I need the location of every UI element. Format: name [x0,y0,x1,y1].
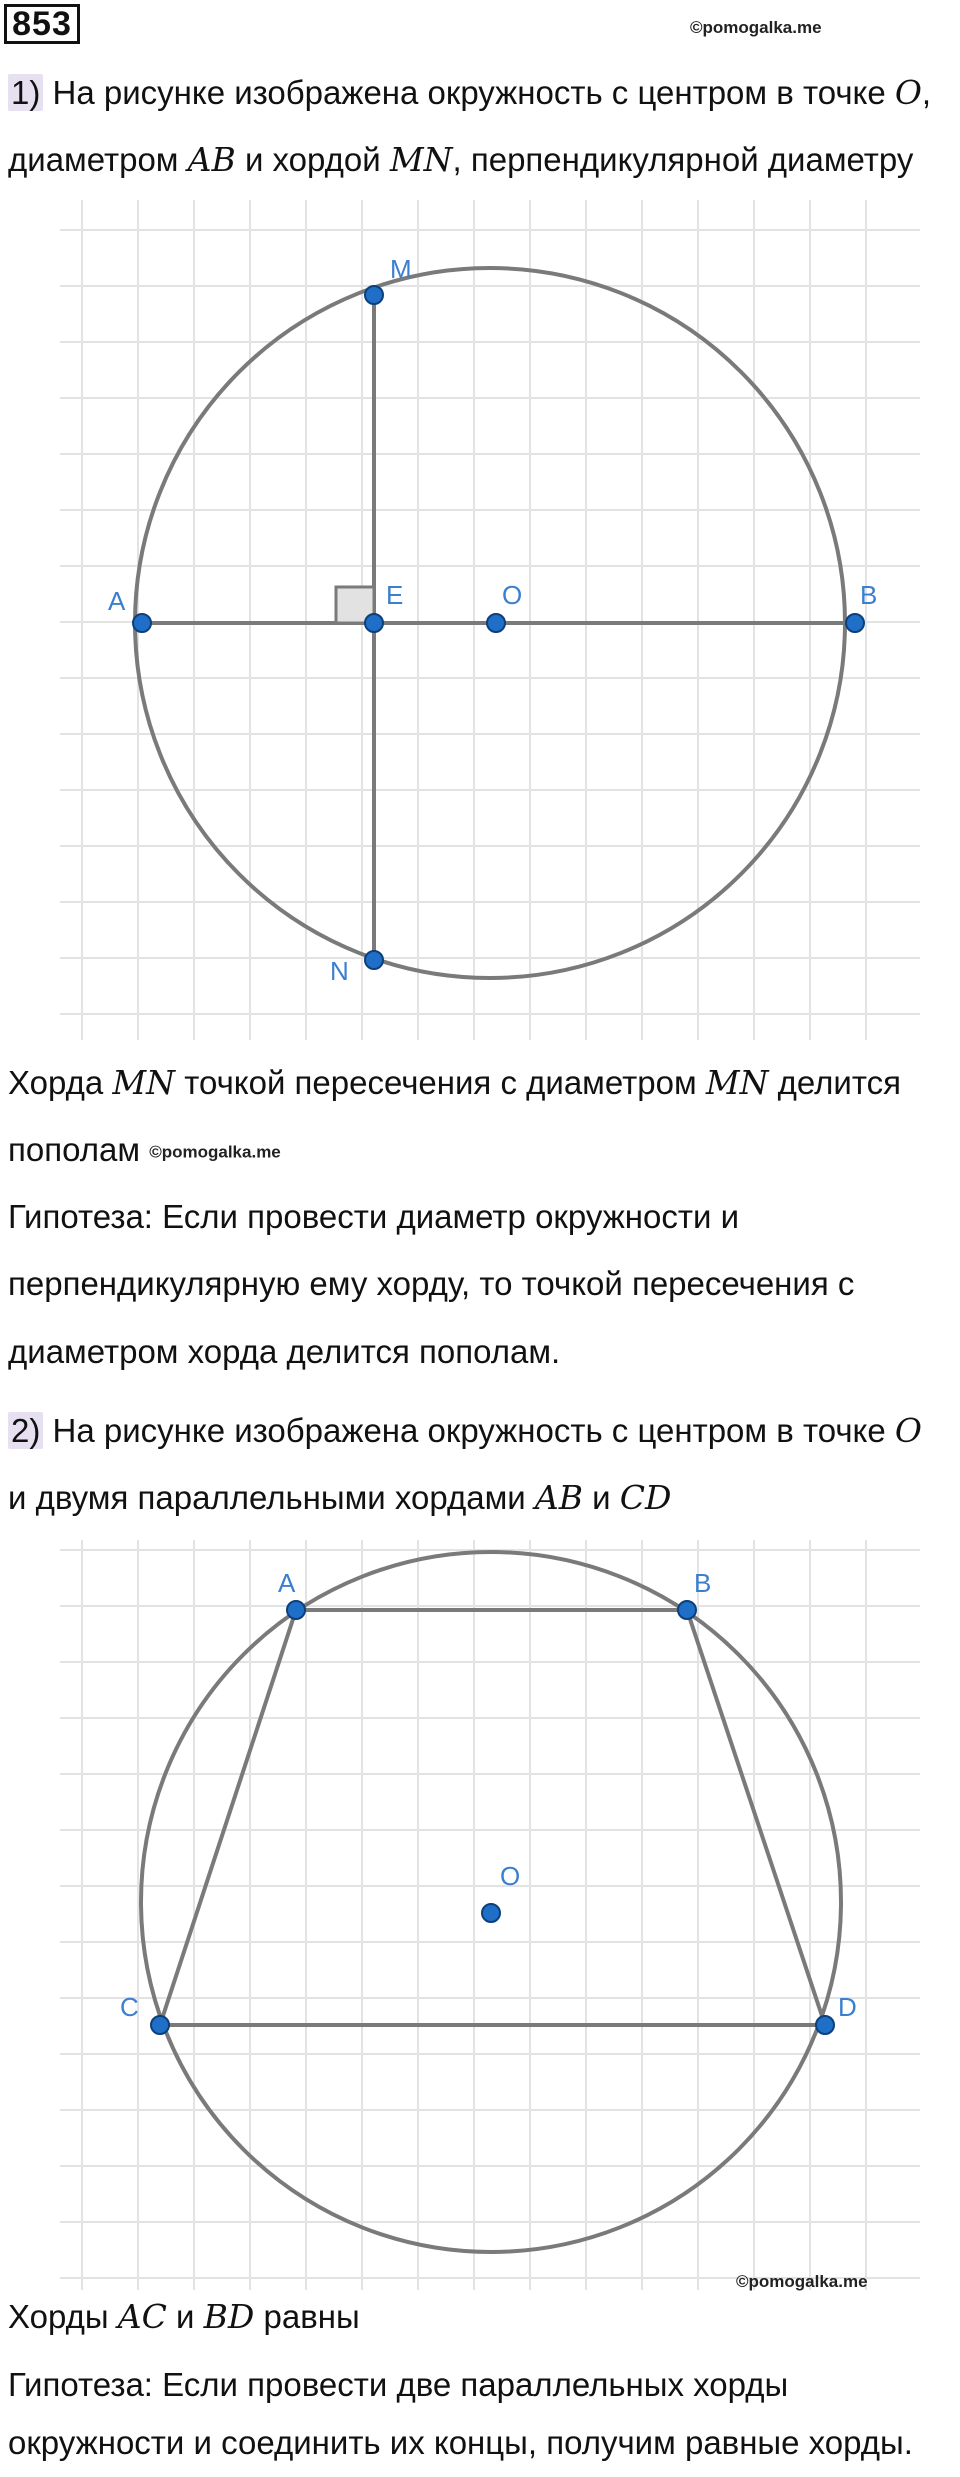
point-n [365,951,383,969]
part2-statement-line1: 2) На рисунке изображена окружность с центром в точке O [8,1411,922,1451]
circle [141,1552,841,2252]
point-o [487,614,505,632]
label-e: E [386,580,404,610]
part2-statement-line2: и двумя параллельными хордами AB и CD [8,1478,672,1517]
label-m: M [390,254,412,284]
part1-hypothesis-line3: диаметром хорда делится пополам. [8,1333,561,1370]
label-o: O [502,580,523,610]
figure-circle-diameter-chord [60,200,920,1040]
point-o [482,1904,500,1922]
point-m [365,286,383,304]
part1-hypothesis-line2: перпендикулярную ему хорду, то точкой пересечения с [8,1265,855,1302]
label-d: D [838,1992,857,2022]
part1-statement-line1: 1) На рисунке изображена окружность с центром в точке O, [8,73,931,113]
problem-number: 853 [4,4,80,44]
point-e [365,614,383,632]
point-a [133,614,151,632]
label-n: N [330,956,349,986]
part2-index: 2) [8,1412,43,1449]
label-b: B [860,580,878,610]
point-d [816,2016,834,2034]
label-c: C [120,1992,139,2022]
part2-hypothesis-line1: Гипотеза: Если провести две параллельных хорды [8,2366,789,2403]
watermark: ©pomogalka.me [736,2272,868,2291]
part1-conclusion-line1: Хорда MN точкой пересечения с диаметром MN делится [8,1063,901,1102]
point-a [287,1601,305,1619]
part2-hypothesis-line2: окружности и соединить их концы, получим равные хорды. [8,2424,913,2461]
part1-statement-line2: диаметром AB и хордой MN, перпендикулярной диаметру [8,140,914,179]
point-b [678,1601,696,1619]
part1-hypothesis-line1: Гипотеза: Если провести диаметр окружности и [8,1198,740,1235]
point-b [846,614,864,632]
label-b: B [694,1568,712,1598]
part1-conclusion-line2: пополам ©pomogalka.me [8,1131,281,1168]
label-a: A [278,1568,296,1598]
figure-circle-parallel-chords [60,1540,920,2290]
label-a: A [108,586,126,616]
label-o: O [500,1861,521,1891]
watermark: ©pomogalka.me [690,18,822,37]
watermark: ©pomogalka.me [149,1142,281,1162]
point-c [151,2016,169,2034]
part1-index: 1) [8,74,43,111]
part2-conclusion: Хорды AC и BD равны [8,2297,360,2336]
